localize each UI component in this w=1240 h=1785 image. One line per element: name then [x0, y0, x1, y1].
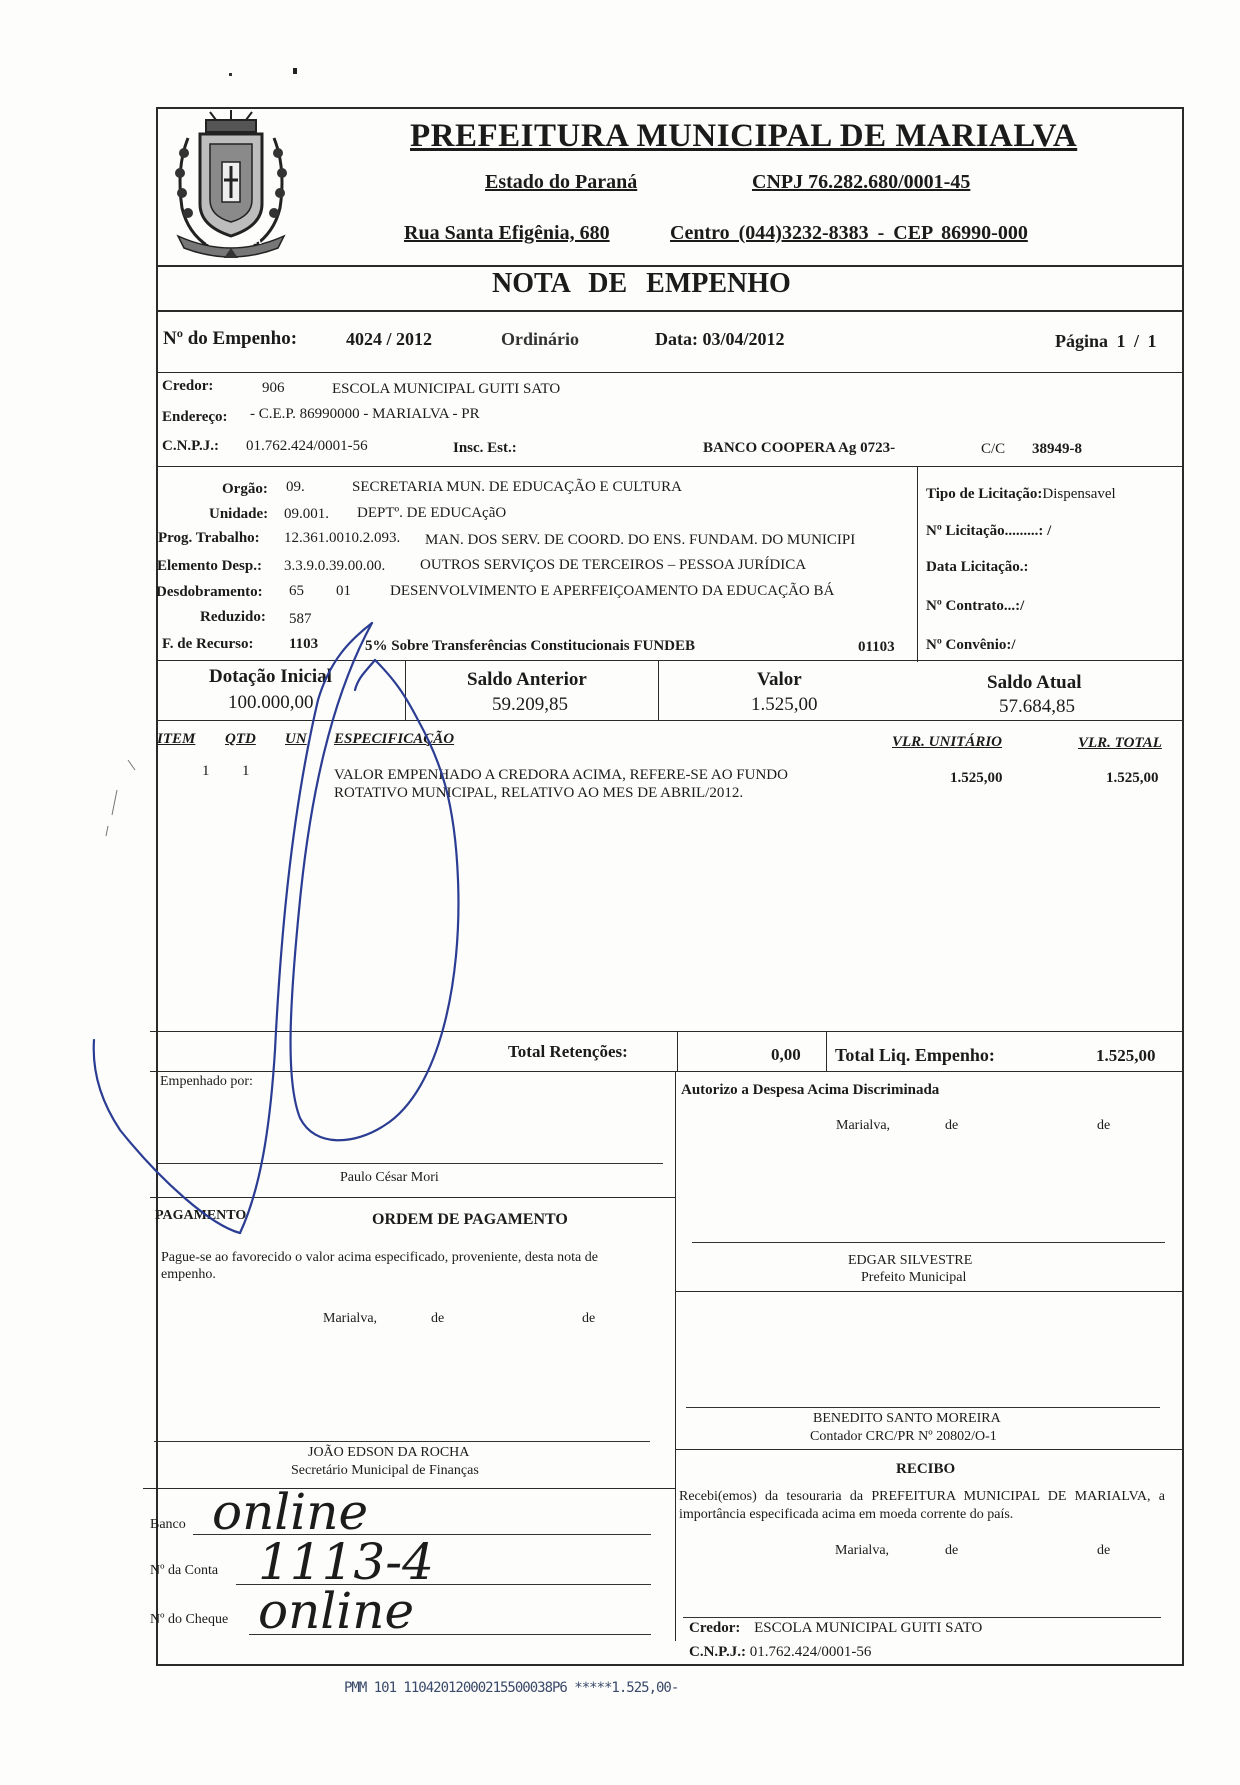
prefeito-name: EDGAR SILVESTRE: [848, 1253, 973, 1268]
recurso-code: 1103: [289, 636, 319, 652]
elemento-code: 3.3.9.0.39.00.00.: [284, 558, 386, 574]
cc-label: C/C: [981, 441, 1006, 457]
prog-label: Prog. Trabalho:: [158, 530, 260, 546]
cc-value: 38949-8: [1032, 441, 1082, 457]
unidade-label: Unidade:: [209, 506, 269, 522]
dotacao-value: 100.000,00: [228, 692, 314, 713]
right-de-1: de: [945, 1118, 959, 1133]
desdobramento-value: DESENVOLVIMENTO E APERFEIÇOAMENTO DA EDUCAÇÃO BÁ: [390, 583, 835, 599]
elemento-value: OUTROS SERVIÇOS DE TERCEIROS – PESSOA JURÍDICA: [420, 557, 807, 573]
header-address: Rua Santa Efigênia, 680: [404, 222, 610, 244]
empenho-type: Ordinário: [501, 329, 580, 349]
pague-text: Pague-se ao favorecido o valor acima especificado, proveniente, desta nota de empenho.: [161, 1250, 598, 1282]
liq-value: 1.525,00: [1096, 1046, 1156, 1065]
cheque-label: Nº do Cheque: [150, 1612, 229, 1627]
item-number: 1: [202, 763, 210, 779]
saldo-anterior-value: 59.209,85: [492, 694, 568, 715]
prog-code: 12.361.0010.2.093.: [284, 530, 401, 546]
col-total-value: VLR. TOTAL: [1078, 735, 1162, 751]
header-cnpj: CNPJ 76.282.680/0001-45: [752, 171, 971, 193]
empenhado-por-label: Empenhado por:: [160, 1074, 253, 1089]
pagamento-label: PAGAMENTO: [155, 1208, 247, 1223]
recibo-text: Recebi(emos) da tesouraria da PREFEITURA MUNICIPAL DE MARIALVA, a importância especificada acima em moeda corrente do país.: [679, 1489, 1165, 1522]
credor-label: Credor:: [162, 378, 214, 394]
recurso-value: 5% Sobre Transferências Constitucionais FUNDEB: [365, 638, 696, 654]
empenho-label: Nº do Empenho:: [163, 328, 298, 349]
recibo-city: Marialva,: [835, 1543, 890, 1558]
conta-label: Nº da Conta: [150, 1563, 219, 1578]
licitacao-date: Data Licitação.:: [926, 559, 1029, 575]
tipo-licitacao-label: Tipo de Licitação:: [926, 486, 1043, 502]
recibo-label: RECIBO: [896, 1461, 956, 1477]
elemento-label: Elemento Desp.:: [157, 558, 262, 574]
conta-handwritten: 1113-4: [258, 1533, 434, 1591]
credor-name: ESCOLA MUNICIPAL GUITI SATO: [332, 381, 561, 397]
col-item: ITEM: [157, 731, 196, 747]
unidade-code: 09.001.: [284, 506, 329, 522]
recibo-credor-label: Credor:: [689, 1620, 741, 1636]
col-qtd: QTD: [225, 731, 256, 747]
valor-value: 1.525,00: [751, 694, 818, 715]
item-qtd: 1: [242, 763, 250, 779]
empenho-number: 4024 / 2012: [346, 329, 433, 349]
unidade-value: DEPTº. DE EDUCAçãO: [357, 505, 507, 521]
contrato-number: Nº Contrato...:/: [926, 598, 1025, 614]
contador-name: BENEDITO SANTO MOREIRA: [813, 1411, 1001, 1426]
desdobramento-code: 65: [289, 583, 304, 599]
footer-code: PMM 101 11042012000215500038P6 *****1.525,00-: [344, 1680, 679, 1696]
retencoes-value: 0,00: [771, 1045, 801, 1064]
dotacao-label: Dotação Inicial: [209, 666, 332, 687]
contador-title: Contador CRC/PR Nº 20802/O-1: [810, 1429, 997, 1444]
empenho-date: Data: 03/04/2012: [655, 329, 785, 349]
item-unit-value: 1.525,00: [950, 770, 1003, 786]
col-un: UN: [285, 731, 307, 747]
desdobramento-sub: 01: [336, 583, 351, 599]
header-state: Estado do Paraná: [485, 171, 638, 193]
recibo-cnpj-value: 01.762.424/0001-56: [749, 1644, 872, 1660]
prefeito-title: Prefeito Municipal: [861, 1270, 967, 1285]
item-desc-line2: ROTATIVO MUNICIPAL, RELATIVO AO MES DE ABRIL/2012.: [334, 785, 744, 801]
convenio-number: Nº Convênio:/: [926, 637, 1016, 653]
reduzido-label: Reduzido:: [200, 609, 266, 625]
header-address-2: Centro (044)3232-8383 - CEP 86990-000: [670, 222, 1028, 244]
col-unit-value: VLR. UNITÁRIO: [892, 734, 1003, 750]
col-especificacao: ESPECIFICAÇÃO: [334, 731, 455, 747]
orgao-value: SECRETARIA MUN. DE EDUCAÇÃO E CULTURA: [352, 479, 682, 495]
autorizo-label: Autorizo a Despesa Acima Discriminada: [681, 1082, 940, 1098]
orgao-label: Orgão:: [222, 481, 268, 497]
recibo-de-1: de: [945, 1543, 959, 1558]
doc-title: NOTA DE EMPENHO: [492, 268, 791, 299]
right-city: Marialva,: [836, 1118, 891, 1133]
secretario-name: JOÃO EDSON DA ROCHA: [308, 1445, 470, 1460]
banco-label: Banco: [150, 1517, 186, 1532]
saldo-atual-label: Saldo Atual: [987, 672, 1082, 693]
saldo-anterior-label: Saldo Anterior: [467, 669, 587, 690]
page-title: PREFEITURA MUNICIPAL DE MARIALVA: [410, 118, 1078, 154]
valor-label: Valor: [757, 669, 802, 690]
liq-label: Total Liq. Empenho:: [835, 1045, 995, 1065]
saldo-atual-value: 57.684,85: [999, 696, 1075, 717]
insc-label: Insc. Est.:: [453, 440, 517, 456]
item-total-value: 1.525,00: [1106, 770, 1159, 786]
banco-value: BANCO COOPERA Ag 0723-: [703, 440, 896, 456]
recurso-number: 01103: [858, 639, 895, 655]
right-de-2: de: [1097, 1118, 1111, 1133]
secretario-title: Secretário Municipal de Finanças: [291, 1463, 479, 1478]
recurso-label: F. de Recurso:: [162, 636, 254, 652]
recibo-de-2: de: [1097, 1543, 1111, 1558]
left-de-1: de: [431, 1311, 445, 1326]
endereco-value: - C.E.P. 86990000 - MARIALVA - PR: [250, 406, 480, 422]
recibo-credor-value: ESCOLA MUNICIPAL GUITI SATO: [754, 1620, 983, 1636]
reduzido-value: 587: [289, 611, 312, 627]
page-number: Página 1 / 1: [1055, 331, 1157, 351]
tipo-licitacao-value: Dispensavel: [1042, 486, 1116, 502]
desdobramento-label: Desdobramento:: [156, 584, 263, 600]
cnpj-value: 01.762.424/0001-56: [246, 438, 368, 454]
ordem-pagamento-label: ORDEM DE PAGAMENTO: [372, 1211, 568, 1228]
recibo-cnpj-label: C.N.P.J.:: [689, 1644, 746, 1660]
banco-handwritten: online: [212, 1483, 369, 1541]
crest-banner-text: MARIALVA: [206, 236, 263, 246]
orgao-code: 09.: [286, 479, 305, 495]
licitacao-number: Nº Licitação.........: /: [926, 523, 1052, 539]
left-de-2: de: [582, 1311, 596, 1326]
prog-value: MAN. DOS SERV. DE COORD. DO ENS. FUNDAM. DO MUNICIPI: [425, 532, 856, 548]
empenhado-por-name: Paulo César Mori: [340, 1170, 439, 1185]
cheque-handwritten: online: [258, 1582, 415, 1640]
cnpj-label: C.N.P.J.:: [162, 438, 219, 454]
item-desc-line1: VALOR EMPENHADO A CREDORA ACIMA, REFERE-SE AO FUNDO: [334, 767, 788, 783]
endereco-label: Endereço:: [162, 409, 228, 425]
left-city: Marialva,: [323, 1311, 378, 1326]
credor-code: 906: [262, 380, 285, 396]
retencoes-label: Total Retenções:: [508, 1042, 628, 1061]
